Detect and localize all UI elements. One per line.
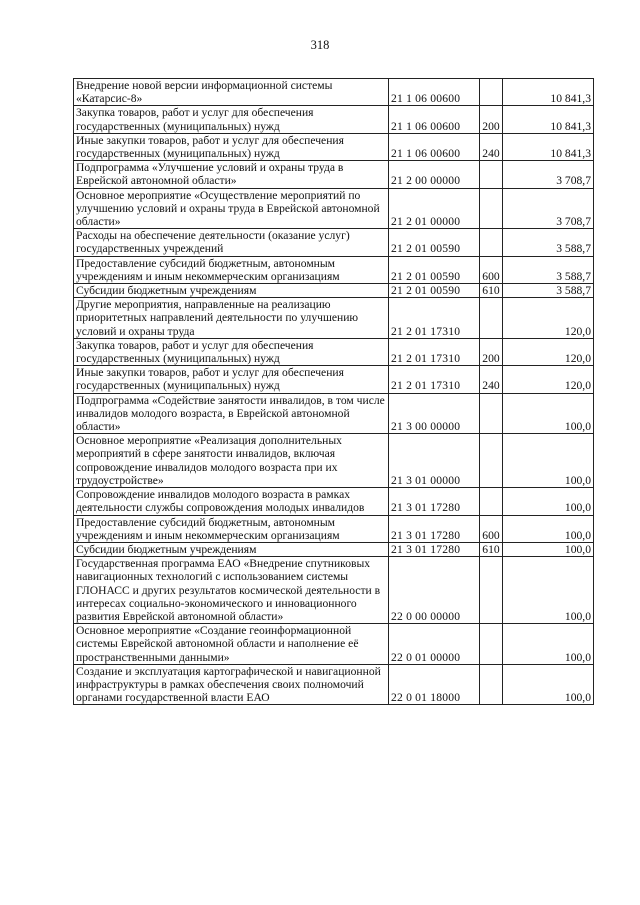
table-row — [74, 256, 594, 283]
row-code-cell: 21 3 00 00000 — [389, 393, 480, 434]
row-code-cell: 21 2 01 00590 — [389, 284, 480, 298]
row-amount-cell: 120,0 — [503, 366, 594, 393]
row-name-cell: Предоставление субсидий бюджетным, автономным учреждениям и иным некоммерческим организациям — [74, 256, 389, 283]
row-code-cell: 21 2 01 00590 — [389, 256, 480, 283]
row-expense-type-cell: 600 — [480, 256, 503, 283]
row-name-cell: Другие мероприятия, направленные на реализацию приоритетных направлений деятельности по улучшению условий и охраны труда — [74, 298, 389, 339]
row-name-cell: Субсидии бюджетным учреждениям — [74, 542, 389, 556]
row-amount-cell: 3 588,7 — [503, 229, 594, 256]
row-name-cell: Основное мероприятие «Реализация дополнительных мероприятий в сфере занятости инвалидов, включая сопровождение инвалидов молодого возраста при их трудоустройстве» — [74, 434, 389, 488]
row-code-cell: 21 1 06 00600 — [389, 133, 480, 160]
row-code-cell: 21 2 01 17310 — [389, 338, 480, 365]
row-expense-type-cell — [480, 664, 503, 705]
row-name-cell: Основное мероприятие «Создание геоинформационной системы Еврейской автономной области и наполнение её пространственными данными» — [74, 624, 389, 665]
row-amount-cell: 3 708,7 — [503, 161, 594, 188]
row-expense-type-cell: 240 — [480, 133, 503, 160]
row-name-cell: Расходы на обеспечение деятельности (оказание услуг) государственных учреждений — [74, 229, 389, 256]
row-code-cell: 21 3 01 00000 — [389, 434, 480, 488]
table-row — [74, 79, 594, 106]
budget-table-body — [74, 79, 594, 705]
row-code-cell: 21 2 01 17310 — [389, 366, 480, 393]
row-amount-cell: 100,0 — [503, 557, 594, 624]
row-amount-cell: 3 588,7 — [503, 256, 594, 283]
row-expense-type-cell: 610 — [480, 542, 503, 556]
row-expense-type-cell — [480, 229, 503, 256]
table-row — [74, 624, 594, 665]
row-code-cell: 21 2 01 00590 — [389, 229, 480, 256]
row-amount-cell: 100,0 — [503, 488, 594, 515]
row-amount-cell: 10 841,3 — [503, 79, 594, 106]
row-expense-type-cell — [480, 79, 503, 106]
row-name-cell: Закупка товаров, работ и услуг для обеспечения государственных (муниципальных) нужд — [74, 338, 389, 365]
row-expense-type-cell — [480, 298, 503, 339]
table-row — [74, 188, 594, 229]
row-name-cell: Субсидии бюджетным учреждениям — [74, 284, 389, 298]
row-expense-type-cell — [480, 161, 503, 188]
table-row — [74, 434, 594, 488]
table-row — [74, 393, 594, 434]
table-row — [74, 542, 594, 556]
row-amount-cell: 100,0 — [503, 624, 594, 665]
row-expense-type-cell: 600 — [480, 515, 503, 542]
row-amount-cell: 3 708,7 — [503, 188, 594, 229]
row-expense-type-cell — [480, 557, 503, 624]
table-row — [74, 488, 594, 515]
row-expense-type-cell — [480, 393, 503, 434]
table-row — [74, 284, 594, 298]
table-row — [74, 338, 594, 365]
row-amount-cell: 3 588,7 — [503, 284, 594, 298]
row-expense-type-cell: 610 — [480, 284, 503, 298]
row-name-cell: Подпрограмма «Содействие занятости инвалидов, в том числе инвалидов молодого возраста, в Еврейской автономной области» — [74, 393, 389, 434]
row-name-cell: Закупка товаров, работ и услуг для обеспечения государственных (муниципальных) нужд — [74, 106, 389, 133]
row-code-cell: 21 2 00 00000 — [389, 161, 480, 188]
row-amount-cell: 10 841,3 — [503, 133, 594, 160]
row-expense-type-cell — [480, 488, 503, 515]
table-row — [74, 557, 594, 624]
table-row — [74, 366, 594, 393]
table-row — [74, 229, 594, 256]
row-expense-type-cell: 240 — [480, 366, 503, 393]
row-amount-cell: 100,0 — [503, 515, 594, 542]
row-code-cell: 21 3 01 17280 — [389, 542, 480, 556]
row-name-cell: Предоставление субсидий бюджетным, автономным учреждениям и иным некоммерческим организациям — [74, 515, 389, 542]
row-code-cell: 21 1 06 00600 — [389, 106, 480, 133]
row-expense-type-cell: 200 — [480, 106, 503, 133]
row-amount-cell: 120,0 — [503, 298, 594, 339]
row-expense-type-cell — [480, 188, 503, 229]
row-name-cell: Внедрение новой версии информационной системы «Катарсис-8» — [74, 79, 389, 106]
row-name-cell: Основное мероприятие «Осуществление мероприятий по улучшению условий и охраны труда в Еврейской автономной области» — [74, 188, 389, 229]
row-amount-cell: 120,0 — [503, 338, 594, 365]
row-name-cell: Сопровождение инвалидов молодого возраста в рамках деятельности службы сопровождения молодых инвалидов — [74, 488, 389, 515]
row-code-cell: 21 3 01 17280 — [389, 488, 480, 515]
row-amount-cell: 100,0 — [503, 393, 594, 434]
row-code-cell: 22 0 01 00000 — [389, 624, 480, 665]
row-code-cell: 22 0 00 00000 — [389, 557, 480, 624]
table-row — [74, 298, 594, 339]
row-name-cell: Подпрограмма «Улучшение условий и охраны труда в Еврейской автономной области» — [74, 161, 389, 188]
table-row — [74, 664, 594, 705]
row-name-cell: Иные закупки товаров, работ и услуг для обеспечения государственных (муниципальных) нужд — [74, 366, 389, 393]
row-code-cell: 22 0 01 18000 — [389, 664, 480, 705]
table-row — [74, 515, 594, 542]
page-number: 318 — [310, 38, 330, 52]
table-row — [74, 106, 594, 133]
row-amount-cell: 100,0 — [503, 542, 594, 556]
row-expense-type-cell — [480, 434, 503, 488]
table-row — [74, 133, 594, 160]
row-code-cell: 21 2 01 17310 — [389, 298, 480, 339]
row-code-cell: 21 3 01 17280 — [389, 515, 480, 542]
row-amount-cell: 10 841,3 — [503, 106, 594, 133]
budget-table — [73, 78, 594, 705]
row-code-cell: 21 1 06 00600 — [389, 79, 480, 106]
row-name-cell: Государственная программа ЕАО «Внедрение спутниковых навигационных технологий с использованием системы ГЛОНАСС и других результатов космической деятельности в интересах социально-экономического и инновационного развития Еврейской автономной области» — [74, 557, 389, 624]
table-row — [74, 161, 594, 188]
row-expense-type-cell — [480, 624, 503, 665]
row-amount-cell: 100,0 — [503, 434, 594, 488]
row-code-cell: 21 2 01 00000 — [389, 188, 480, 229]
row-name-cell: Создание и эксплуатация картографической и навигационной инфраструктуры в рамках обеспечения своих полномочий органами государственной власти ЕАО — [74, 664, 389, 705]
row-expense-type-cell: 200 — [480, 338, 503, 365]
row-name-cell: Иные закупки товаров, работ и услуг для обеспечения государственных (муниципальных) нужд — [74, 133, 389, 160]
row-amount-cell: 100,0 — [503, 664, 594, 705]
